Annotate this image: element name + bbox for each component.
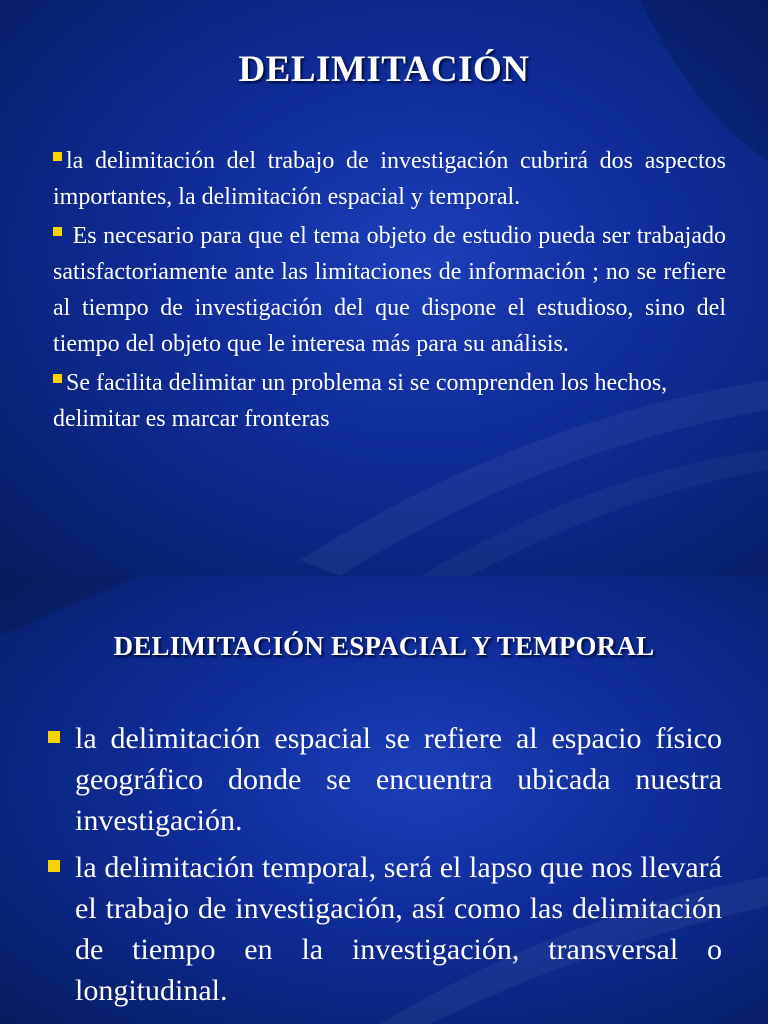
- slide-1-bullet-3-text: Se facilita delimitar un problema si se comprenden los hechos, delimitar es marcar fronteras: [53, 370, 668, 432]
- yellow-square-bullet-icon: [48, 731, 60, 743]
- slide-1-bullet-2: [53, 218, 726, 362]
- slide-1-title: DELIMITACIÓN: [238, 49, 530, 90]
- yellow-square-bullet-icon: [53, 227, 62, 236]
- yellow-square-bullet-icon: [53, 152, 62, 161]
- slide-1-bullet-2-text: Es necesario para que el tema objeto de estudio pueda ser trabajado satisfactoriamente ante las limitaciones de información ; no se refiere al tiempo de investigación del que dispone el estudioso, sino del tiempo del objeto que le interesa más para su análisis.: [53, 223, 726, 357]
- slide-2-bullet-2-text: la delimitación temporal, será el lapso que nos llevará el trabajo de investigación, así como las delimitación de tiempo en la investigación, transversal o longitudinal.: [75, 851, 722, 1007]
- slide-1-bullet-1: [53, 143, 726, 215]
- slide-2-title: DELIMITACIÓN ESPACIAL Y TEMPORAL: [113, 631, 655, 661]
- slide-1-bullet-1-text: la delimitación del trabajo de investigación cubrirá dos aspectos importantes, la delimitación espacial y temporal.: [53, 148, 726, 210]
- slide-2-bullet-2: [46, 847, 722, 1011]
- slide-2: [0, 576, 768, 1024]
- slide-2-bullet-list: [46, 718, 722, 1017]
- slide-1-bullet-3: [53, 365, 726, 437]
- slide-2-bullet-1-text: la delimitación espacial se refiere al espacio físico geográfico donde se encuentra ubicada nuestra investigación.: [75, 722, 722, 837]
- slide-2-bullet-1: [46, 718, 722, 841]
- slide-1-bullet-list: [53, 143, 726, 440]
- yellow-square-bullet-icon: [48, 860, 60, 872]
- yellow-square-bullet-icon: [53, 374, 62, 383]
